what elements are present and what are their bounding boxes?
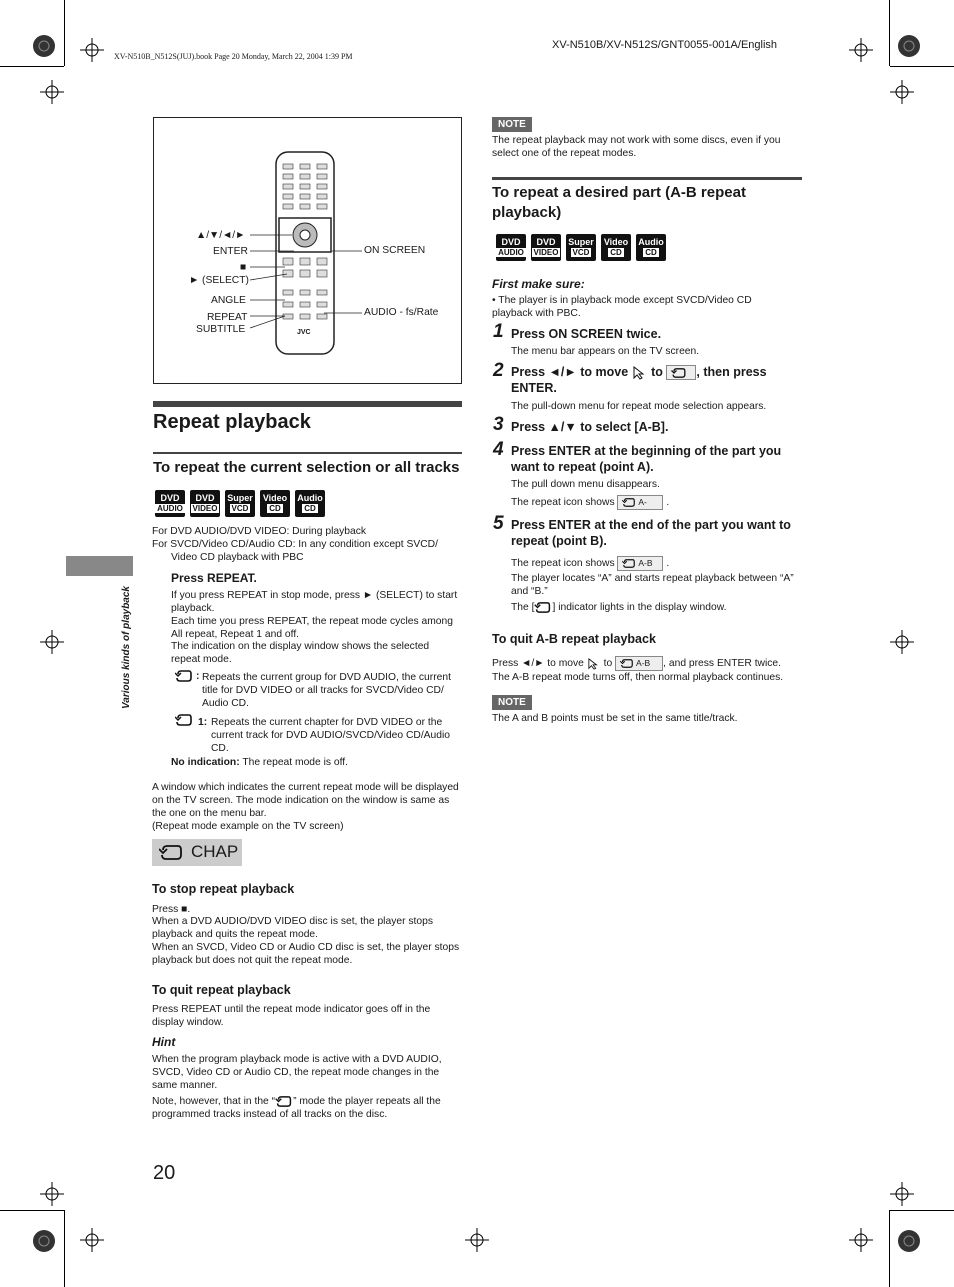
note-text: The repeat playback may not work with some discs, even if you select one of the repeat modes.	[492, 135, 781, 159]
quit-ab-d: The A-B repeat mode turns off, then normal playback continues.	[492, 672, 784, 683]
crosshair-icon	[80, 38, 104, 62]
mode-one-text: Repeats the current chapter for DVD VIDEO or the current track for DVD AUDIO/SVCD/Video CD/Audio CD.	[211, 717, 451, 754]
first-make-sure: First make sure:	[492, 277, 585, 291]
repeat-all-icon	[175, 670, 193, 682]
crop-mark	[0, 1210, 64, 1211]
subsection-rule	[492, 177, 802, 180]
window-example: (Repeat mode example on the TV screen)	[152, 821, 344, 832]
crop-mark	[64, 1210, 65, 1287]
stop-press: Press ■.	[152, 904, 191, 915]
label-enter: ENTER	[213, 246, 248, 257]
registration-circle-icon	[896, 33, 922, 59]
stop-p1: When a DVD AUDIO/DVD VIDEO disc is set, the player stops playback and quits the repeat mode.	[152, 916, 433, 940]
colon: :	[196, 671, 200, 682]
cursor-icon	[632, 366, 648, 380]
section-tab-text: Various kinds of playback	[121, 586, 132, 710]
label-repeat: REPEAT	[207, 312, 248, 323]
dvd-video-icon: DVD VIDEO	[531, 234, 561, 261]
label-stop: ■	[240, 262, 247, 273]
label-arrows: ▲/▼/◄/►	[196, 230, 246, 241]
quit-ab-title: To quit A-B repeat playback	[492, 632, 656, 646]
repeat-ab-icon: A-B	[617, 556, 663, 571]
no-indication: No indication: The repeat mode is off.	[171, 757, 349, 768]
crop-mark	[64, 0, 65, 66]
paragraph: The indication on the display window shows the selected repeat mode.	[171, 641, 430, 665]
step-sub: The menu bar appears on the TV screen.	[511, 346, 700, 357]
chap-label: CHAP	[191, 842, 239, 862]
step-text: Press ▲/▼ to select [A-B].	[511, 420, 669, 434]
label-on-screen: ON SCREEN	[364, 245, 426, 256]
crosshair-icon	[890, 630, 914, 654]
label-angle: ANGLE	[211, 295, 246, 306]
book-line: XV-N510B_N512S(JUJ).book Page 20 Monday, March 22, 2004 1:39 PM	[114, 52, 353, 61]
note-badge: NOTE	[492, 117, 532, 132]
crosshair-icon	[40, 1182, 64, 1206]
video-cd-icon: Video CD	[601, 234, 631, 261]
step-sub: The player locates “A” and starts repeat playback between “A” and “B.”	[511, 573, 794, 597]
disc-icons	[155, 490, 325, 517]
model-header: XV-N510B/XV-N512S/GNT0055-001A/English	[552, 39, 778, 51]
super-vcd-icon: Super VCD	[566, 234, 596, 261]
super-vcd-icon: Super VCD	[225, 490, 255, 517]
cursor-icon	[587, 658, 601, 670]
crop-mark	[889, 1210, 890, 1287]
note-badge: NOTE	[492, 695, 532, 710]
label-subtitle: SUBTITLE	[196, 324, 246, 335]
crosshair-icon	[40, 80, 64, 104]
crosshair-icon	[849, 1228, 873, 1252]
repeat-icon	[534, 602, 552, 613]
crosshair-icon	[890, 80, 914, 104]
step-sub: The pull down menu disappears.	[511, 479, 660, 490]
crop-mark	[0, 66, 64, 67]
fms-bullet: • The player is in playback mode except SVCD/Video CD playback with PBC.	[492, 295, 752, 319]
quit-title: To quit repeat playback	[152, 983, 291, 997]
mode-one-label: 1:	[198, 717, 208, 728]
repeat-icon	[159, 845, 183, 860]
step-text: Press ON SCREEN twice.	[511, 327, 662, 341]
repeat-ab-icon: A-B	[615, 656, 663, 671]
section-tab	[66, 556, 133, 576]
paragraph: Each time you press REPEAT, the repeat mode cycles among All repeat, Repeat 1 and off.	[171, 616, 453, 640]
crosshair-icon	[465, 1228, 489, 1252]
paragraph: If you press REPEAT in stop mode, press ► (SELECT) to start playback.	[171, 590, 458, 614]
remote-diagram	[153, 117, 462, 384]
step-number: 3	[493, 414, 504, 435]
subsection-title: To repeat the current selection or all tracks	[153, 459, 460, 476]
crop-mark	[890, 66, 954, 67]
dvd-audio-icon: DVD AUDIO	[155, 490, 185, 517]
press-repeat: Press REPEAT.	[171, 571, 257, 585]
crosshair-icon	[80, 1228, 104, 1252]
step-text: Press ENTER at the beginning of the part you want to repeat (point A).	[511, 444, 782, 474]
registration-circle-icon	[31, 33, 57, 59]
mode-all-text: Repeats the current group for DVD AUDIO, the current title for DVD VIDEO or all tracks for SVCD/Video CD/ Audio CD.	[202, 672, 451, 709]
label-select: ► (SELECT)	[189, 275, 249, 286]
disc-icons	[496, 234, 666, 261]
audio-cd-icon: Audio CD	[295, 490, 325, 517]
video-cd-icon: Video CD	[260, 490, 290, 517]
registration-circle-icon	[896, 1228, 922, 1254]
ab-title: To repeat a desired part (A-B repeat playback)	[492, 184, 746, 221]
hint-p1: When the program playback mode is active with a DVD AUDIO, SVCD, Video CD or Audio CD, the repeat mode changes in the same manner.	[152, 1054, 442, 1091]
step-number: 2	[493, 360, 504, 381]
crop-mark	[890, 1210, 954, 1211]
step-number: 5	[493, 513, 504, 534]
repeat-one-icon	[175, 714, 193, 726]
condition-1: For DVD AUDIO/DVD VIDEO: During playback	[152, 526, 367, 537]
quit-ab-text: Press ◄/► to move to A-B , and press ENTER twice.	[492, 658, 782, 670]
hint-p2: Note, however, that in the “ ” mode the player repeats all the programmed tracks instead of all tracks on the disc.	[152, 1096, 441, 1120]
repeat-icon	[275, 1096, 293, 1107]
repeat-mode-button-icon	[666, 365, 696, 380]
step-sub: The repeat icon shows A- .	[511, 497, 670, 509]
condition-2: For SVCD/Video CD/Audio CD: In any condition except SVCD/	[152, 539, 438, 550]
crosshair-icon	[849, 38, 873, 62]
chap-display	[152, 839, 242, 866]
page-number: 20	[153, 1162, 176, 1184]
step-sub: The [ ] indicator lights in the display window.	[511, 602, 727, 613]
stop-p2: When an SVCD, Video CD or Audio CD disc is set, the player stops playback but does not quit the repeat mode.	[152, 942, 460, 966]
hint-title: Hint	[152, 1035, 176, 1049]
window-text: A window which indicates the current repeat mode will be displayed on the TV screen. The mode indication on the window is same as the one on the menu bar.	[152, 782, 459, 819]
crosshair-icon	[40, 630, 64, 654]
condition-2b: Video CD playback with PBC	[171, 552, 304, 563]
step-sub: The pull-down menu for repeat mode selection appears.	[511, 401, 767, 412]
subsection-rule	[153, 452, 462, 454]
note-text: The A and B points must be set in the same title/track.	[492, 713, 738, 724]
step-text: Press ENTER at the end of the part you want to repeat (point B).	[511, 518, 791, 548]
dvd-video-icon: DVD VIDEO	[190, 490, 220, 517]
jvc-logo: JVC	[297, 329, 311, 336]
step-sub: The repeat icon shows A-B .	[511, 558, 670, 570]
step-number: 4	[493, 439, 504, 460]
section-title: Repeat playback	[153, 411, 311, 433]
stop-title: To stop repeat playback	[152, 882, 295, 896]
audio-cd-icon: Audio CD	[636, 234, 666, 261]
dvd-audio-icon: DVD AUDIO	[496, 234, 526, 261]
step-text: Press ◄/► to move to , then press ENTER.	[511, 365, 767, 396]
crop-mark	[889, 0, 890, 66]
quit-p: Press REPEAT until the repeat mode indicator goes off in the display window.	[152, 1004, 431, 1028]
step-number: 1	[493, 321, 504, 342]
repeat-a-icon: A-	[617, 495, 663, 510]
label-audio: AUDIO - fs/Rate	[364, 307, 439, 318]
section-rule	[153, 401, 462, 407]
crosshair-icon	[890, 1182, 914, 1206]
registration-circle-icon	[31, 1228, 57, 1254]
